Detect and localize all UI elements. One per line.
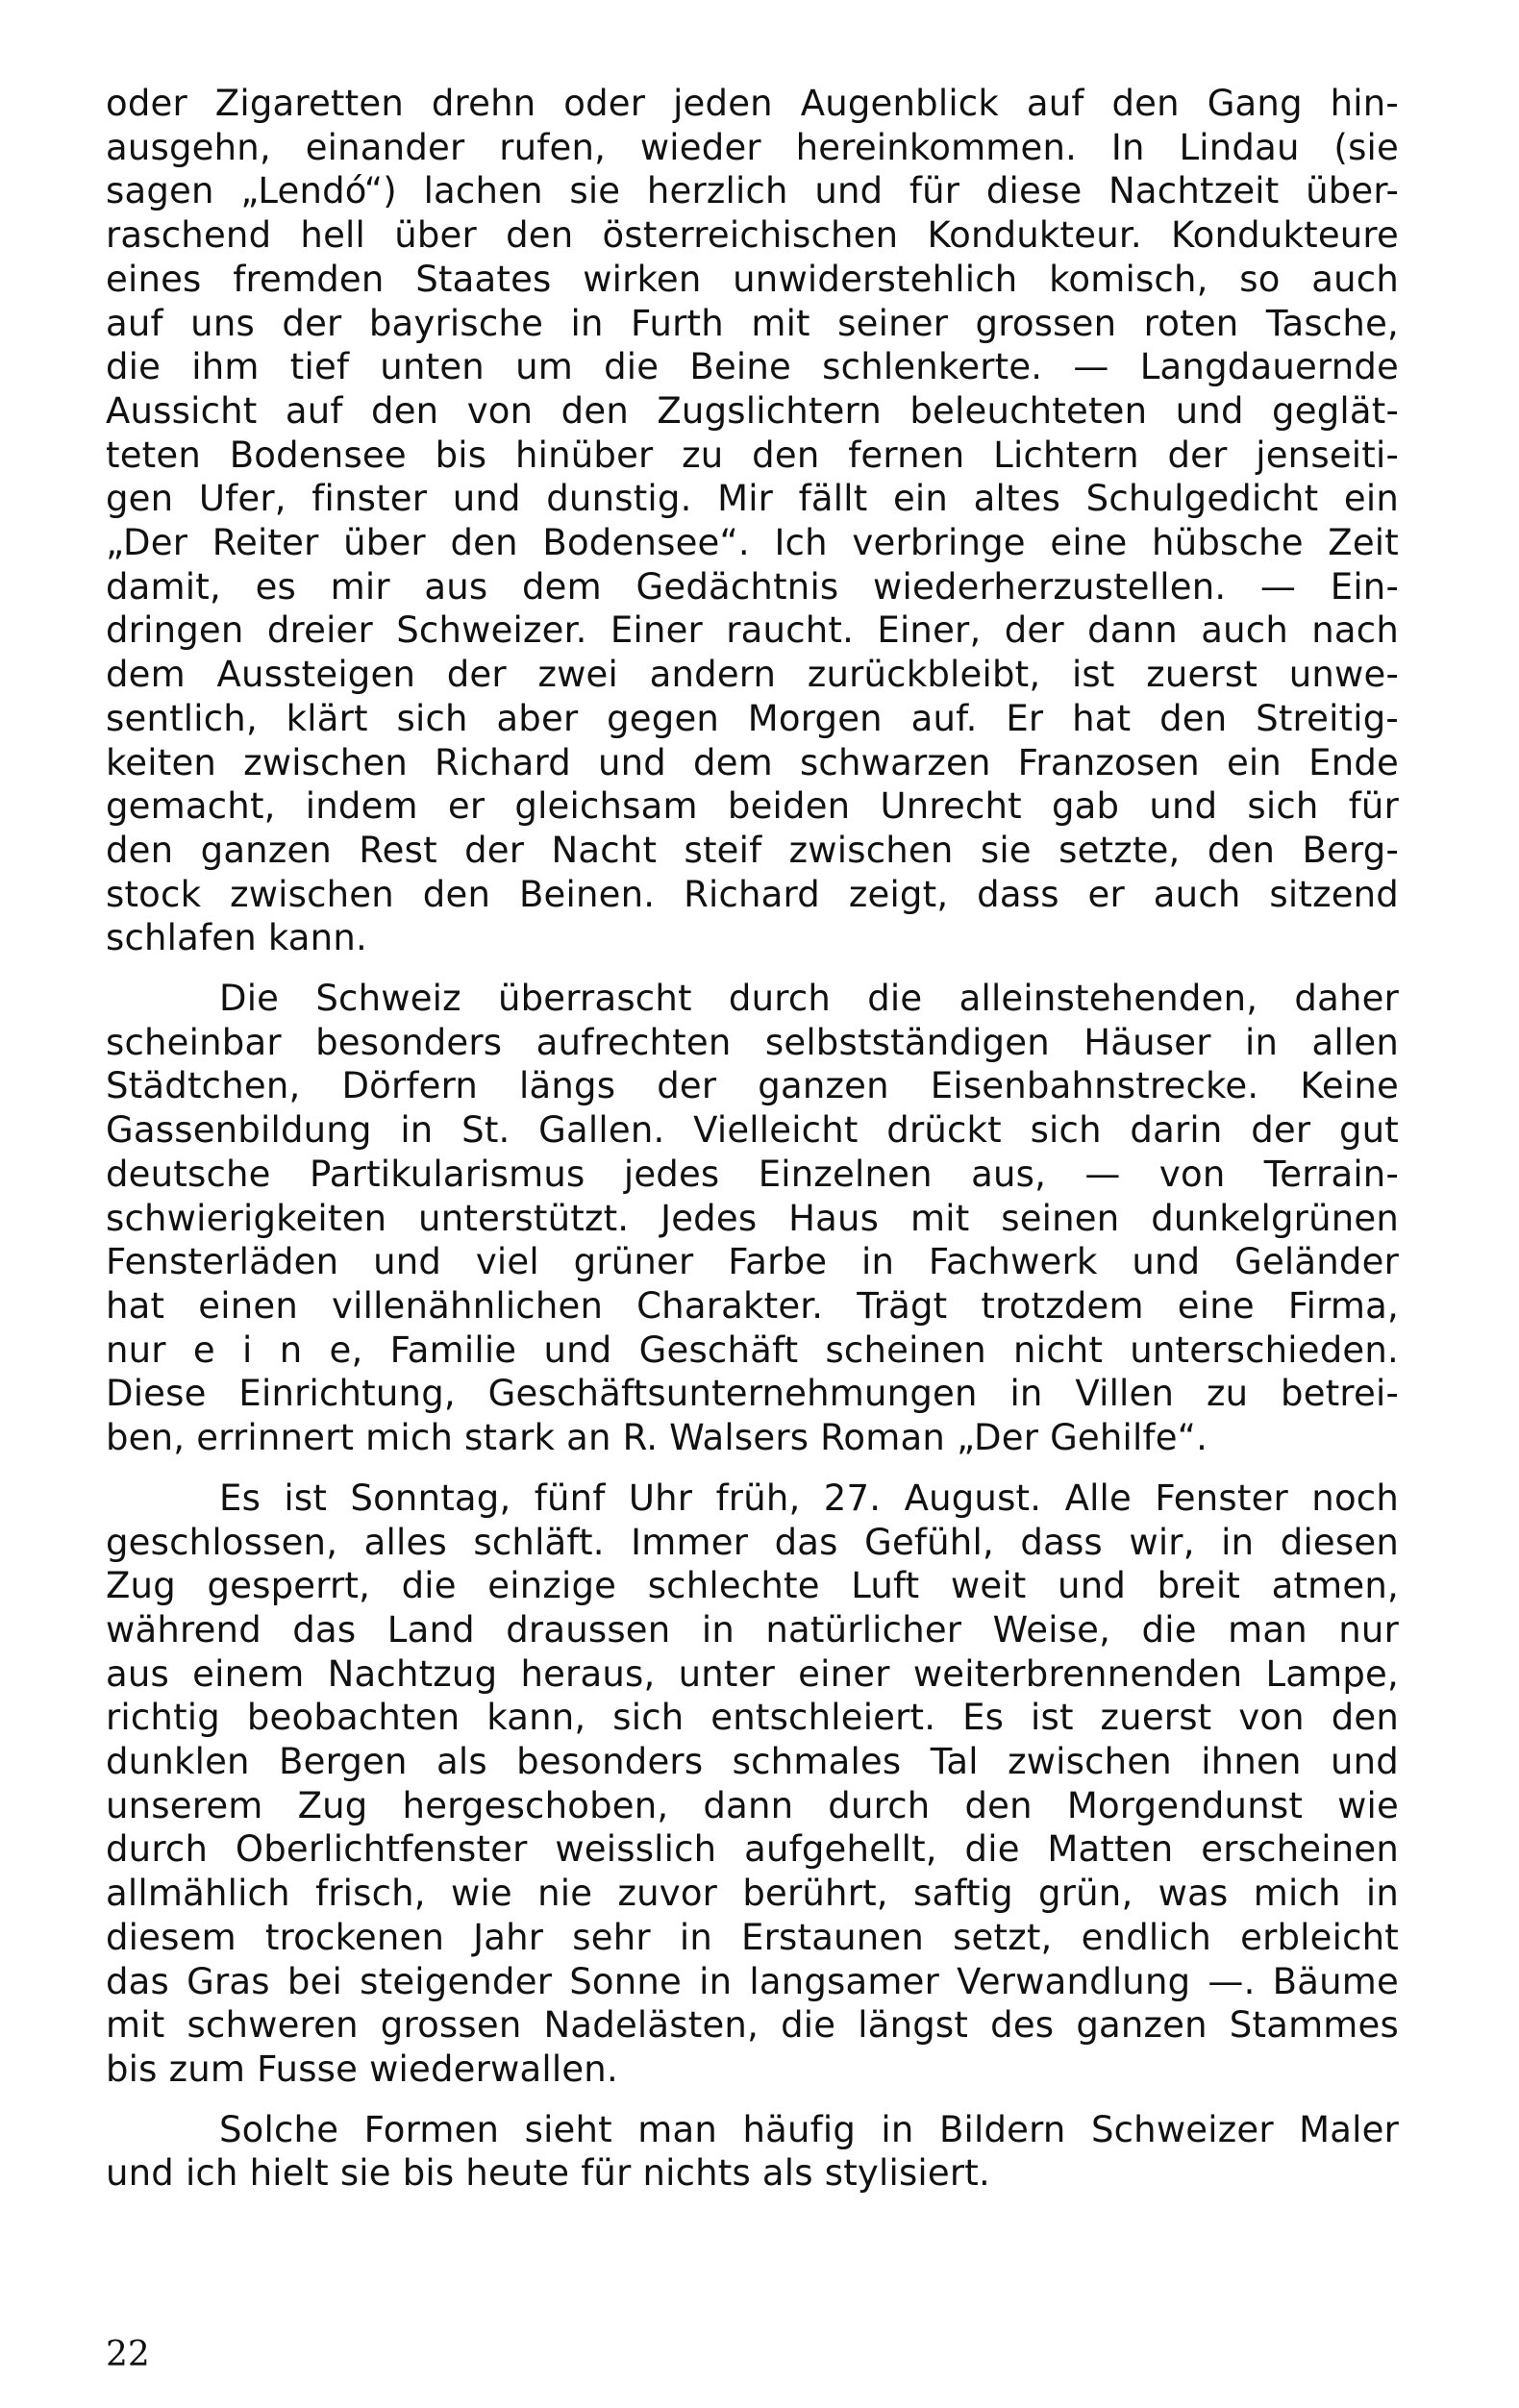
text-line: damit, es mir aus dem Gedächtnis wiederherzustellen. — Ein- (106, 565, 1399, 608)
page-body (106, 82, 1399, 2196)
text-line: Es ist Sonntag, fünf Uhr früh, 27. August. Alle Fenster noch (219, 1477, 1399, 1519)
text-line: sagen „Lendó“) lachen sie herzlich und für diese Nachtzeit über- (106, 170, 1399, 212)
paragraph (106, 1477, 1399, 2092)
text-line: ben, errinnert mich stark an R. Walsers Roman „Der Gehilfe“. (106, 1417, 1208, 1459)
text-line: ausgehn, einander rufen, wieder hereinkommen. In Lindau (sie (106, 126, 1399, 168)
paragraph (106, 977, 1399, 1460)
text-line: Solche Formen sieht man häufig in Bildern Schweizer Maler (219, 2108, 1399, 2150)
text-line: während das Land draussen in natürlicher Weise, die man nur (106, 1608, 1399, 1651)
text-line: geschlossen, alles schläft. Immer das Gefühl, dass wir, in diesen (106, 1521, 1399, 1563)
text-line: Diese Einrichtung, Geschäftsunternehmungen in Villen zu betrei- (106, 1373, 1399, 1415)
text-line: deutsche Partikularismus jedes Einzelnen aus, — von Terrain- (106, 1153, 1399, 1195)
text-line: allmählich frisch, wie nie zuvor berührt, saftig grün, was mich in (106, 1873, 1399, 1915)
text-line: Die Schweiz überrascht durch die alleinstehenden, daher (219, 978, 1399, 1020)
text-line: richtig beobachten kann, sich entschleiert. Es ist zuerst von den (106, 1697, 1399, 1739)
text-line: schlafen kann. (106, 917, 367, 959)
text-line: durch Oberlichtfenster weisslich aufgehellt, die Matten erscheinen (106, 1828, 1399, 1871)
text-line: mit schweren grossen Nadelästen, die längst des ganzen Stammes (106, 2004, 1399, 2047)
text-line: diesem trockenen Jahr sehr in Erstaunen setzt, endlich erbleicht (106, 1916, 1399, 1958)
text-line: Zug gesperrt, die einzige schlechte Luft weit und breit atmen, (106, 1565, 1399, 1607)
text-line: dunklen Bergen als besonders schmales Tal zwischen ihnen und (106, 1741, 1399, 1783)
text-line: dem Aussteigen der zwei andern zurückbleibt, ist zuerst unwe- (106, 654, 1399, 696)
text-line: die ihm tief unten um die Beine schlenkerte. — Langdauernde (106, 346, 1399, 388)
text-line: keiten zwischen Richard und dem schwarzen Franzosen ein Ende (106, 741, 1399, 783)
text-line: Städtchen, Dörfern längs der ganzen Eisenbahnstrecke. Keine (106, 1065, 1399, 1107)
text-line: dringen dreier Schweizer. Einer raucht. Einer, der dann auch nach (106, 609, 1399, 652)
text-line: schwierigkeiten unterstützt. Jedes Haus mit seinen dunkelgrünen (106, 1197, 1399, 1239)
text-line: unserem Zug hergeschoben, dann durch den Morgendunst wie (106, 1784, 1399, 1826)
text-line: teten Bodensee bis hinüber zu den fernen Lichtern der jenseiti- (106, 434, 1399, 476)
paragraph (106, 2108, 1399, 2196)
text-line: „Der Reiter über den Bodensee“. Ich verbringe eine hübsche Zeit (106, 522, 1399, 564)
text-line: das Gras bei steigender Sonne in langsamer Verwandlung —. Bäume (106, 1960, 1399, 2002)
text-line: Aussicht auf den von den Zugslichtern beleuchteten und geglät- (106, 389, 1399, 432)
text-line: eines fremden Staates wirken unwiderstehlich komisch, so auch (106, 258, 1399, 300)
text-line: den ganzen Rest der Nacht steif zwischen sie setzte, den Berg- (106, 829, 1399, 871)
text-line: gen Ufer, finster und dunstig. Mir fällt ein altes Schulgedicht ein (106, 478, 1399, 520)
text-line: und ich hielt sie bis heute für nichts als stylisiert. (106, 2152, 990, 2195)
text-line: oder Zigaretten drehn oder jeden Augenblick auf den Gang hin- (106, 83, 1399, 124)
text-line: stock zwischen den Beinen. Richard zeigt, dass er auch sitzend (106, 873, 1399, 915)
text-line: nur e i n e, Familie und Geschäft scheinen nicht unterschieden. (106, 1328, 1399, 1371)
text-line: raschend hell über den österreichischen Kondukteur. Kondukteure (106, 214, 1399, 257)
text-line: hat einen villenähnlichen Charakter. Trägt trotzdem eine Firma, (106, 1284, 1399, 1327)
text-line: auf uns der bayrische in Furth mit seiner grossen roten Tasche, (106, 302, 1399, 344)
text-line: scheinbar besonders aufrechten selbstständigen Häuser in allen (106, 1021, 1399, 1063)
text-line: sentlich, klärt sich aber gegen Morgen auf. Er hat den Streitig- (106, 697, 1399, 739)
text-line: bis zum Fusse wiederwallen. (106, 2048, 618, 2090)
text-line: Gassenbildung in St. Gallen. Vielleicht drückt sich darin der gut (106, 1109, 1399, 1152)
text-line: Fensterläden und viel grüner Farbe in Fachwerk und Geländer (106, 1241, 1399, 1283)
text-line: gemacht, indem er gleichsam beiden Unrecht gab und sich für (106, 785, 1399, 828)
paragraph (106, 82, 1399, 960)
page-number: 22 (106, 2335, 150, 2374)
text-line: aus einem Nachtzug heraus, unter einer weiterbrennenden Lampe, (106, 1652, 1399, 1695)
